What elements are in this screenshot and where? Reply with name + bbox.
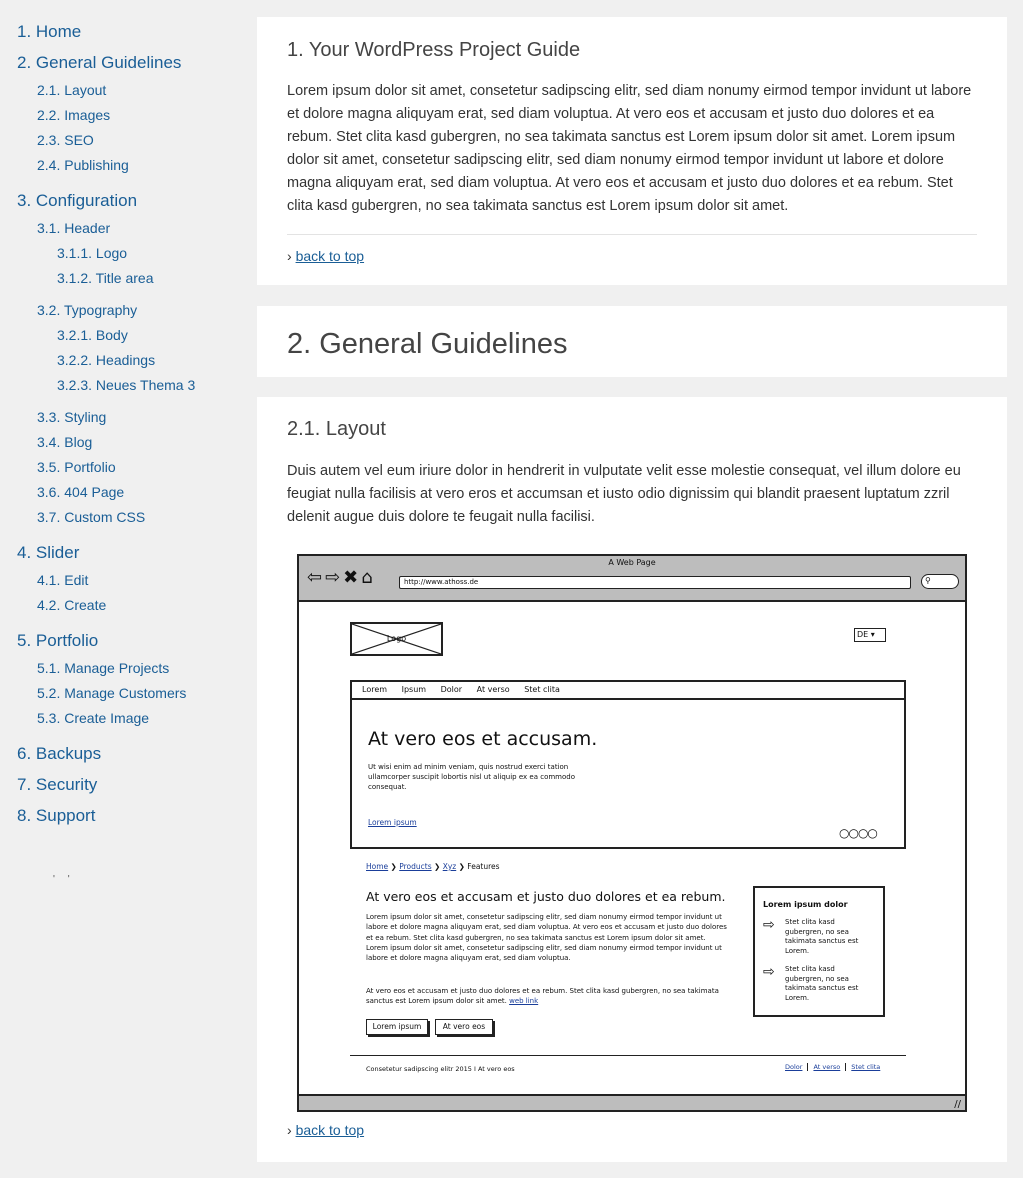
toc-create[interactable]: 4.2. Create [37,597,107,613]
mock-slider-dots: ○○○○ [839,826,877,840]
section-text: Duis autem vel eum iriure dolor in hendrerit in vulputate velit esse molestie consequat, vel illum dolore eu feugiat nulla facilisis at vero eros et accumsan et iusto odio dignissim qui blandit praesent luptatum zzril delenit augue duis dolore te feugait nulla facilisi. [287,463,961,525]
mock-hero [350,680,906,849]
mock-url-bar: http://www.athoss.de [399,576,911,589]
toc-images[interactable]: 2.2. Images [37,107,111,123]
mock-paragraph: Lorem ipsum dolor sit amet, consetetur sadipscing elitr, sed diam nonumy eirmod tempor invidunt ut labore et dolore magna aliquyam erat, sed diam voluptua. At vero eos et accusam et justo duo dolores et ea rebum. Stet clita kasd gubergren, no sea takimata sanctus est Lorem ipsum dolor sit amet. Lorem ipsum dolor sit amet, consetetur sadipscing elitr, sed diam nonumy eirmod tempor invidunt ut labore et dolore magna aliquyam erat, sed diam voluptua. [366,913,727,963]
toc-portfolio-config[interactable]: 3.5. Portfolio [37,459,116,475]
mock-logo-label: Logo [386,634,407,643]
mock-hero-title: At vero eos et accusam. [368,728,598,750]
back-to-top-link[interactable]: back to top [295,248,365,264]
mock-footer-link: At verso [813,1063,841,1071]
mock-footer-text: Consetetur sadipscing elitr 2015 I At vero eos [366,1065,515,1073]
wireframe-mockup [297,554,967,1112]
toc-manage-customers[interactable]: 5.2. Manage Customers [37,685,187,701]
chevron-right-icon: ❯ [434,862,441,871]
section-layout [257,397,1007,1162]
section-title: 1. Your WordPress Project Guide [287,39,581,61]
search-icon: ⚲ [921,574,959,589]
mock-window-title: A Web Page [608,558,656,567]
mock-nav-item: At verso [476,685,510,694]
back-to-top-chevron: › [287,1122,292,1138]
toc-logo[interactable]: 3.1.1. Logo [57,245,128,261]
toc-portfolio[interactable]: 5. Portfolio [17,631,99,650]
toc-404-page[interactable]: 3.6. 404 Page [37,484,125,500]
mock-language-select [854,628,886,642]
mock-box-item-text: Stet clita kasd gubergren, no sea takimata sanctus est Lorem. [785,918,859,955]
toc-manage-projects[interactable]: 5.1. Manage Projects [37,660,170,676]
toc-headings[interactable]: 3.2.2. Headings [57,352,156,368]
arrow-right-icon: ⇨ [763,964,775,980]
mock-crumb-features: Features [467,862,500,871]
toc-create-image[interactable]: 5.3. Create Image [37,710,150,726]
mock-box-item [763,918,875,956]
toc-blog[interactable]: 3.4. Blog [37,434,93,450]
mock-crumb-home: Home [366,862,389,871]
toc-edit[interactable]: 4.1. Edit [37,572,89,588]
mock-box-item [763,965,875,1003]
toc-body[interactable]: 3.2.1. Body [57,327,128,343]
mock-box-item-text: Stet clita kasd gubergren, no sea takimata sanctus est Lorem. [785,965,859,1002]
toc-security[interactable]: 7. Security [17,775,98,794]
resize-grip-icon: // [954,1099,961,1110]
mock-nav [352,682,904,700]
mock-web-link: web link [509,997,539,1006]
toc-typography[interactable]: 3.2. Typography [37,302,138,318]
mock-footer-link: Dolor [785,1063,803,1071]
toc-seo[interactable]: 2.3. SEO [37,132,94,148]
mock-nav-item: Ipsum [401,685,427,694]
mock-nav-icons: ⇦⇨✖⌂ [307,567,376,588]
toc-backups[interactable]: 6. Backups [17,744,102,763]
table-of-contents [17,16,237,885]
chevron-right-icon: ❯ [458,862,465,871]
mock-logo [350,622,443,656]
chevron-right-icon: ❯ [390,862,397,871]
arrow-right-icon: ⇨ [763,917,775,933]
mock-nav-item: Stet clita [524,685,560,694]
toc-support[interactable]: 8. Support [17,806,96,825]
section-general-guidelines [257,306,1007,377]
mock-nav-item: Lorem [362,685,388,694]
mock-footer-link: Stet clita [851,1063,881,1071]
mock-hero-text: Ut wisi enim ad minim veniam, quis nostrud exerci tation ullamcorper suscipit lobortis nisl ut aliquip ex ea commodo consequat. [368,763,575,791]
toc-general-guidelines[interactable]: 2. General Guidelines [17,53,182,72]
toc-slider[interactable]: 4. Slider [17,543,80,562]
mock-footer-links [785,1063,880,1071]
toc-custom-css[interactable]: 3.7. Custom CSS [37,509,146,525]
toc-stray-mark: ' ' [53,874,75,885]
mock-box-title: Lorem ipsum dolor [763,900,848,909]
mock-heading: At vero eos et accusam et justo duo dolores et ea rebum. [366,889,726,904]
section-text: Lorem ipsum dolor sit amet, consetetur sadipscing elitr, sed diam nonumy eirmod tempor invidunt ut labore et dolore magna aliquyam erat, sed diam voluptua. At vero eos et accusam et justo duo dolores et ea rebum. Stet clita kasd gubergren, no sea takimata sanctus est Lorem ipsum dolor sit amet. Lorem ipsum dolor sit amet, consetetur sadipscing elitr, sed diam nonumy eirmod tempor invidunt ut labore et dolore magna aliquyam erat, sed diam voluptua. At vero eos et accusam et justo duo dolores et ea rebum. Stet clita kasd gubergren, no sea takimata sanctus est Lorem ipsum dolor sit amet. [287,83,972,214]
mock-button-lorem: Lorem ipsum [366,1019,428,1035]
back-to-top [287,248,364,264]
back-to-top-chevron: › [287,248,292,264]
mock-status-bar [299,1094,965,1110]
toc-title-area[interactable]: 3.1.2. Title area [57,270,154,286]
toc-configuration[interactable]: 3. Configuration [17,191,138,210]
mock-footer-divider [350,1055,906,1056]
toc-neues-thema[interactable]: 3.2.3. Neues Thema 3 [57,377,196,393]
mock-crumb-xyz: Xyz [442,862,457,871]
toc-home[interactable]: 1. Home [17,22,82,41]
mock-nav-item: Dolor [440,685,463,694]
mock-paragraph-2 [366,986,728,1007]
mock-browser-toolbar [299,556,965,602]
back-to-top [287,1122,364,1138]
mock-button-at-vero: At vero eos [435,1019,493,1035]
mock-crumb-products: Products [399,862,432,871]
mock-paragraph-2-text: At vero eos et accusam et justo duo dolores et ea rebum. Stet clita kasd gubergren, no sea takimata sanctus est Lorem ipsum dolor sit amet. [366,987,719,1006]
section-heading: 2. General Guidelines [287,328,568,360]
back-to-top-link[interactable]: back to top [295,1122,365,1138]
section-title: 2.1. Layout [287,418,386,440]
chevron-down-icon: ▾ [870,630,875,639]
mock-breadcrumb [366,862,500,871]
divider [287,234,977,235]
toc-layout[interactable]: 2.1. Layout [37,82,107,98]
section-project-guide [257,17,1007,285]
toc-styling[interactable]: 3.3. Styling [37,409,107,425]
mock-sidebar-box [753,886,885,1017]
toc-header[interactable]: 3.1. Header [37,220,111,236]
toc-publishing[interactable]: 2.4. Publishing [37,157,129,173]
mock-lang-value: DE [857,630,869,639]
mock-hero-link: Lorem ipsum [368,818,417,827]
